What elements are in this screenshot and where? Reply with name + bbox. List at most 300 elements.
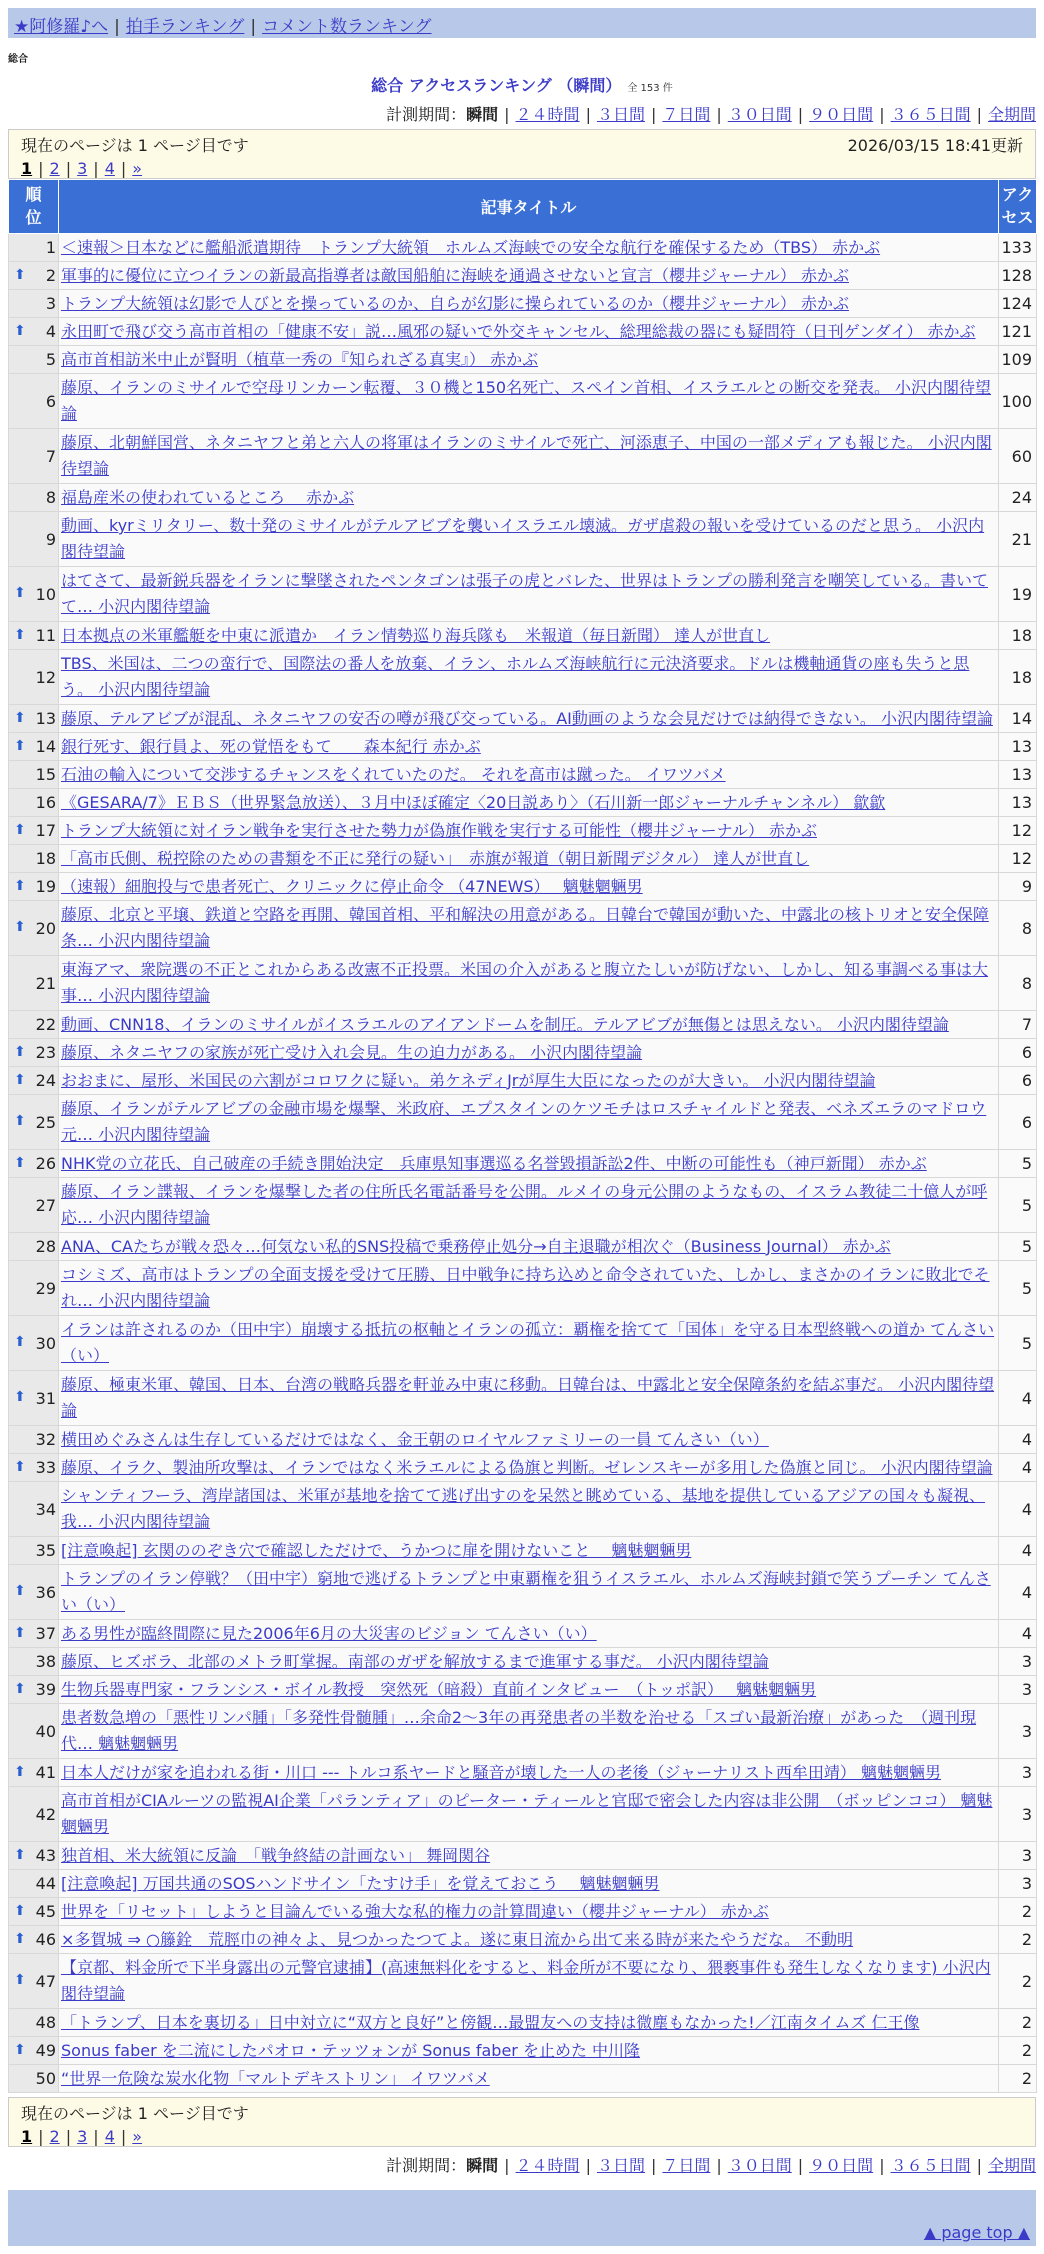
rank-number: 26 (35, 1154, 56, 1173)
access-count: 60 (999, 429, 1037, 484)
access-count: 5 (999, 1178, 1037, 1233)
rank-number: 46 (35, 1930, 56, 1949)
article-link[interactable]: 東海アマ、衆院選の不正とこれからある改憲不正投票。米国の介入があると腹立たしいが防げない、しかし、知る事調べる事は大事… 小沢内閣待望論 (61, 960, 989, 1005)
separator: | (716, 105, 722, 124)
article-link[interactable]: 高市首相訪米中止が賢明（植草一秀の『知られざる真実』） 赤かぶ (61, 349, 539, 369)
article-link[interactable]: 高市首相がCIAルーツの監視AI企業「パランティア」のピーター・ティールと官邸で密会した内容は非公開 （ボッピンココ） 魑魅魍魎男 (61, 1791, 993, 1836)
rank-number: 24 (35, 1071, 56, 1090)
title-cell (59, 1676, 999, 1704)
rank-number: 3 (45, 294, 56, 313)
title-cell (59, 1426, 999, 1454)
up-arrow-icon: ⬆ (14, 1680, 26, 1697)
up-arrow-icon: ⬆ (14, 1583, 26, 1600)
table-row (9, 1787, 1037, 1842)
rank-cell (9, 484, 59, 512)
rank-cell (9, 1537, 59, 1565)
access-count: 13 (999, 789, 1037, 817)
article-link[interactable]: 銀行死す、銀行員よ、死の覚悟をもて 森本紀行 赤かぶ (61, 736, 481, 756)
rank-cell (9, 1565, 59, 1620)
page-title (0, 73, 1044, 96)
title-cell (59, 2065, 999, 2093)
up-arrow-icon: ⬆ (14, 1846, 26, 1863)
rank-cell (9, 567, 59, 622)
period-option-link[interactable]: ３６５日間 (890, 2156, 971, 2175)
rank-number: 21 (35, 973, 56, 993)
table-row (9, 512, 1037, 567)
title-cell (59, 1926, 999, 1954)
rank-cell (9, 789, 59, 817)
rank-cell (9, 429, 59, 484)
page-title-text: 総合 アクセスランキング （瞬間） (371, 76, 622, 95)
period-option-link[interactable]: ３６５日間 (890, 105, 971, 124)
article-link[interactable]: 横田めぐみさんは生存しているだけではなく、金王朝のロイヤルファミリーの一員 てんさい（い） (61, 1429, 769, 1449)
page-top-link[interactable]: ▲ page top ▲ (923, 2223, 1030, 2242)
rank-cell (9, 1898, 59, 1926)
page-link[interactable]: 2 (49, 2127, 60, 2146)
article-link[interactable]: おおまに、屋形、米国民の六割がコロワクに疑い。弟ケネディJrが厚生大臣になったのが大きい。 小沢内閣待望論 (61, 1070, 876, 1090)
table-row (9, 1371, 1037, 1426)
article-link[interactable]: 藤原、ヒズボラ、北部のメトラ町掌握。南部のガザを解放するまで進軍する事だ。 小沢内閣待望論 (61, 1651, 769, 1671)
access-count: 3 (999, 1787, 1037, 1842)
current-page-text: 現在のページは 1 ページ目です (21, 2104, 249, 2123)
table-row (9, 318, 1037, 346)
title-cell (59, 817, 999, 845)
rank-number: 43 (35, 1846, 56, 1865)
title-cell (59, 1316, 999, 1371)
period-option-link[interactable]: ３日間 (596, 105, 645, 124)
rank-header-label: 順位 (25, 185, 42, 227)
article-link[interactable]: 動画、CNN18、イランのミサイルがイスラエルのアイアンドームを制圧。テルアビブが無傷とは思えない。 小沢内閣待望論 (61, 1014, 949, 1034)
access-count: 3 (999, 1648, 1037, 1676)
breadcrumb: 総合 (8, 54, 28, 65)
title-cell (59, 1842, 999, 1870)
rank-number: 38 (35, 1652, 56, 1671)
article-link[interactable]: ×多賀城 ⇒ ○籐銓 荒脛巾の神々よ、見つかったつてよ。遂に東日流から出て来る時が来たやうだな。 不動明 (61, 1929, 854, 1949)
title-header: 記事タイトル (59, 180, 999, 234)
access-count: 2 (999, 2037, 1037, 2065)
up-arrow-icon: ⬆ (14, 585, 26, 602)
next-page-link[interactable]: » (132, 159, 143, 178)
title-cell (59, 512, 999, 567)
rank-cell (9, 1233, 59, 1261)
period-option-link[interactable]: ３０日間 (727, 105, 792, 124)
article-link[interactable]: 日本拠点の米軍艦艇を中東に派遣か イラン情勢巡り海兵隊も 米報道（毎日新聞） 達人が世直し (61, 625, 771, 645)
rank-cell (9, 1787, 59, 1842)
rank-number: 30 (35, 1333, 56, 1353)
article-link[interactable]: “世界一危険な炭水化物「マルトデキストリン」 イワツバメ (61, 2068, 490, 2088)
rank-number: 23 (35, 1043, 56, 1062)
period-option-link[interactable]: ９０日間 (809, 2156, 874, 2175)
up-arrow-icon: ⬆ (14, 2041, 26, 2058)
rank-cell (9, 1842, 59, 1870)
title-cell (59, 1178, 999, 1233)
title-cell (59, 901, 999, 956)
title-cell (59, 1870, 999, 1898)
page-link[interactable]: 4 (104, 159, 115, 178)
table-row (9, 1178, 1037, 1233)
access-count: 121 (999, 318, 1037, 346)
table-row (9, 1011, 1037, 1039)
article-link[interactable]: 石油の輸入について交渉するチャンスをくれていたのだ。 それを高市は蹴った。 イワツバメ (61, 764, 726, 784)
access-count: 18 (999, 650, 1037, 705)
ranking-table (8, 179, 1037, 2093)
footer-bar (8, 2190, 1036, 2220)
access-count: 2 (999, 2009, 1037, 2037)
page-link[interactable]: 3 (77, 159, 88, 178)
rank-cell (9, 512, 59, 567)
title-cell (59, 1482, 999, 1537)
title-cell (59, 1898, 999, 1926)
access-header (999, 180, 1037, 234)
rank-cell (9, 1067, 59, 1095)
separator: | (504, 2156, 510, 2175)
rank-number: 48 (35, 2013, 56, 2032)
table-row (9, 1898, 1037, 1926)
rank-cell (9, 1926, 59, 1954)
separator: | (93, 159, 99, 178)
top-nav-bar (8, 8, 1036, 38)
title-cell (59, 845, 999, 873)
table-row (9, 1039, 1037, 1067)
page-link[interactable]: 2 (49, 159, 60, 178)
rank-cell (9, 318, 59, 346)
up-arrow-icon: ⬆ (14, 626, 26, 643)
article-link[interactable]: ＜速報＞日本などに艦船派遣期待 トランプ大統領 ホルムズ海峡での安全な航行を確保するため（TBS） 赤かぶ (61, 237, 881, 257)
article-link[interactable]: イランは許されるのか（田中宇）崩壊する抵抗の枢軸とイランの孤立：覇権を捨てて「国体」を守る日本型終戦への道か てんさい（い） (61, 1320, 995, 1365)
ranking-body (9, 234, 1037, 2093)
table-row (9, 1537, 1037, 1565)
article-link[interactable]: はてさて、最新鋭兵器をイランに撃墜されたペンタゴンは張子の虎とバレた、世界はトランプの勝利発言を嘲笑している。書いてて… 小沢内閣待望論 (61, 571, 989, 616)
article-link[interactable]: 【京都、料金所で下半身露出の元警官逮捕】(高速無料化をすると、料金所が不要になり、猥褻事件も発生しなくなります) 小沢内閣待望論 (61, 1958, 991, 2003)
article-link[interactable]: 藤原、イランのミサイルで空母リンカーン転覆、３０機と150名死亡、スペイン首相、イスラエルとの断交を発表。 小沢内閣待望論 (61, 378, 992, 423)
table-row (9, 2065, 1037, 2093)
table-row (9, 484, 1037, 512)
period-label: 計測期間： (386, 105, 467, 124)
rank-number: 5 (45, 350, 56, 369)
article-link[interactable]: 藤原、北京と平壌、鉄道と空路を再開、韓国首相、平和解決の用意がある。日韓台で韓国が動いた、中露北の核トリオと安全保障条… 小沢内閣待望論 (61, 905, 989, 950)
period-option-link[interactable]: ７日間 (662, 105, 711, 124)
rank-number: 15 (35, 765, 56, 784)
rank-cell (9, 1648, 59, 1676)
period-option-link[interactable]: ２４時間 (515, 2156, 580, 2175)
article-link[interactable]: [注意喚起] 万国共通のSOSハンドサイン「たすけ手」を覚えておこう 魑魅魍魎男 (61, 1873, 660, 1893)
period-option-link[interactable]: ９０日間 (809, 105, 874, 124)
rank-number: 22 (35, 1015, 56, 1034)
up-arrow-icon: ⬆ (14, 266, 26, 283)
table-row (9, 290, 1037, 318)
table-row (9, 374, 1037, 429)
access-count: 5 (999, 1233, 1037, 1261)
rank-cell (9, 1371, 59, 1426)
title-cell (59, 262, 999, 290)
rank-number: 41 (35, 1763, 56, 1782)
title-cell (59, 290, 999, 318)
access-count: 4 (999, 1371, 1037, 1426)
period-option-link[interactable]: ３０日間 (727, 2156, 792, 2175)
rank-number: 42 (35, 1804, 56, 1824)
rank-number: 40 (35, 1721, 56, 1741)
article-link[interactable]: ANA、CAたちが戦々恐々…何気ない私的SNS投稿で乗務停止処分→自主退職が相次ぐ（Business Journal） 赤かぶ (61, 1236, 891, 1256)
rank-cell (9, 1011, 59, 1039)
access-count: 24 (999, 484, 1037, 512)
access-count: 2 (999, 1954, 1037, 2009)
separator: | (879, 105, 885, 124)
table-row (9, 1316, 1037, 1371)
table-row (9, 1676, 1037, 1704)
separator: | (716, 2156, 722, 2175)
table-row (9, 1954, 1037, 2009)
title-cell (59, 956, 999, 1011)
article-link[interactable]: 永田町で飛び交う高市首相の「健康不安」説…風邪の疑いで外交キャンセル、総理総裁の器にも疑問符（日刊ゲンダイ） 赤かぶ (61, 321, 976, 341)
rank-number: 47 (35, 1971, 56, 1991)
up-arrow-icon: ⬆ (14, 1043, 26, 1060)
access-count: 6 (999, 1039, 1037, 1067)
rank-number: 25 (35, 1112, 56, 1132)
table-row (9, 1620, 1037, 1648)
title-cell (59, 1954, 999, 2009)
home-link[interactable]: ★阿修羅♪へ (14, 17, 109, 37)
separator: | (250, 17, 257, 37)
paging-box-bottom (8, 2097, 1036, 2147)
rank-number: 29 (35, 1278, 56, 1298)
article-link[interactable]: 独首相、米大統領に反論 「戦争終結の計画ない」 舞岡関谷 (61, 1845, 491, 1865)
page-link[interactable]: 4 (104, 2127, 115, 2146)
table-row (9, 1704, 1037, 1759)
rank-number: 11 (35, 626, 56, 645)
article-link[interactable]: 《GESARA/7》ＥＢＳ（世界緊急放送）、３月中ほぼ確定〈20日説あり〉（石川新一郎ジャーナルチャンネル） 歙歙 (61, 792, 886, 812)
rank-cell (9, 1676, 59, 1704)
title-cell (59, 429, 999, 484)
rank-cell (9, 2009, 59, 2037)
rank-cell (9, 1150, 59, 1178)
table-row (9, 873, 1037, 901)
article-link[interactable]: シャンティフーラ、湾岸諸国は、米軍が基地を捨てて逃げ出すのを呆然と眺めている、基地を提供しているアジアの国々も凝視、我… 小沢内閣待望論 (61, 1486, 986, 1531)
rank-number: 8 (45, 488, 56, 507)
article-link[interactable]: 「トランプ、日本を裏切る」日中対立に“双方と良好”と傍観…最盟友への支持は微塵もなかった!／江南タイムズ 仁王像 (61, 2012, 920, 2032)
article-link[interactable]: 軍事的に優位に立つイランの新最高指導者は敵国船舶に海峡を通過させないと宣言（櫻井ジャーナル） 赤かぶ (61, 265, 849, 285)
rank-number: 44 (35, 1874, 56, 1893)
pagination (21, 159, 1023, 178)
rank-cell (9, 622, 59, 650)
article-link[interactable]: 藤原、極東米軍、韓国、日本、台湾の戦略兵器を軒並み中東に移動。日韓台は、中露北と安全保障条約を結ぶ事だ。 小沢内閣待望論 (61, 1375, 995, 1420)
rank-number: 13 (35, 709, 56, 728)
rank-header (9, 180, 59, 234)
rank-cell (9, 817, 59, 845)
title-cell (59, 1648, 999, 1676)
title-cell (59, 1095, 999, 1150)
period-option-link[interactable]: 全期間 (987, 105, 1036, 124)
rank-number: 28 (35, 1237, 56, 1256)
table-row (9, 622, 1037, 650)
article-link[interactable]: トランプのイラン停戦？（田中宇）窮地で逃げるトランプと中東覇権を狙うイスラエル、ホルムズ海峡封鎖で笑うプーチン てんさい（い） (61, 1569, 991, 1614)
up-arrow-icon: ⬆ (14, 1930, 26, 1947)
separator: | (114, 17, 120, 37)
article-link[interactable]: 藤原、イラン諜報、イランを爆撃した者の住所氏名電話番号を公開。ルメイの身元公開のようなもの、イスラム教徒二十億人が呼応… 小沢内閣待望論 (61, 1182, 988, 1227)
table-row (9, 1565, 1037, 1620)
access-count: 100 (999, 374, 1037, 429)
up-arrow-icon: ⬆ (14, 1763, 26, 1780)
up-arrow-icon: ⬆ (14, 919, 26, 936)
separator: | (976, 105, 982, 124)
rank-cell (9, 1426, 59, 1454)
table-row (9, 1067, 1037, 1095)
title-cell (59, 650, 999, 705)
current-page-text: 現在のページは 1 ページ目です (21, 136, 249, 155)
table-row (9, 1095, 1037, 1150)
title-cell (59, 1067, 999, 1095)
article-link[interactable]: 藤原、イランがテルアビブの金融市場を爆撃、米政府、エプスタインのケツモチはロスチャイルドと発表、ベネズエラのマドロウ元… 小沢内閣待望論 (61, 1099, 987, 1144)
period-option-link[interactable]: ２４時間 (515, 105, 580, 124)
article-link[interactable]: 「高市氏側、税控除のための書類を不正に発行の疑い」 赤旗が報道（朝日新聞デジタル） 達人が世直し (61, 848, 810, 868)
title-cell (59, 761, 999, 789)
table-row (9, 1842, 1037, 1870)
access-count: 8 (999, 956, 1037, 1011)
updated-timestamp: 2026/03/15 18:41更新 (847, 136, 1023, 155)
rank-number: 36 (35, 1582, 56, 1602)
access-count: 3 (999, 1870, 1037, 1898)
up-arrow-icon: ⬆ (14, 877, 26, 894)
period-option-link[interactable]: 全期間 (987, 2156, 1036, 2175)
rank-number: 2 (45, 266, 56, 285)
rank-cell (9, 1039, 59, 1067)
page-link[interactable]: 3 (77, 2127, 88, 2146)
paging-box-top (8, 129, 1036, 179)
article-link[interactable]: Sonus faber を二流にしたパオロ・テッツォンが Sonus faber を止めた 中川隆 (61, 2040, 641, 2060)
table-row (9, 1426, 1037, 1454)
rank-number: 19 (35, 877, 56, 896)
article-link[interactable]: 藤原、北朝鮮国営、ネタニヤフと弟と六人の将軍はイランのミサイルで死亡、河添恵子、中国の一部メディアも報じた。 小沢内閣待望論 (61, 433, 992, 478)
separator: | (65, 159, 72, 178)
title-cell (59, 733, 999, 761)
access-count: 128 (999, 262, 1037, 290)
access-count: 4 (999, 1454, 1037, 1482)
access-count: 109 (999, 346, 1037, 374)
access-count: 3 (999, 1704, 1037, 1759)
rank-number: 32 (35, 1430, 56, 1449)
up-arrow-icon: ⬆ (14, 821, 26, 838)
access-count: 19 (999, 567, 1037, 622)
table-row (9, 429, 1037, 484)
table-row (9, 1150, 1037, 1178)
rank-number: 9 (45, 529, 56, 549)
article-link[interactable]: 生物兵器専門家・フランシス・ボイル教授 突然死（暗殺）直前インタビュー （トッポ訳） 魑魅魍魎男 (61, 1679, 817, 1699)
period-option-link[interactable]: ７日間 (662, 2156, 711, 2175)
access-count: 6 (999, 1095, 1037, 1150)
separator: | (650, 105, 657, 124)
article-link[interactable]: 世界を「リセット」しようと目論んでいる強大な私的権力の計算間違い（櫻井ジャーナル） 赤かぶ (61, 1901, 769, 1921)
title-cell (59, 567, 999, 622)
applause-ranking-link[interactable]: 拍手ランキング (125, 17, 245, 37)
rank-cell (9, 1095, 59, 1150)
title-cell (59, 374, 999, 429)
title-cell (59, 1371, 999, 1426)
access-count: 4 (999, 1537, 1037, 1565)
access-count: 14 (999, 705, 1037, 733)
rank-number: 31 (35, 1388, 56, 1408)
access-count: 2 (999, 1926, 1037, 1954)
rank-number: 39 (35, 1680, 56, 1699)
period-option-link[interactable]: ３日間 (596, 2156, 645, 2175)
article-link[interactable]: 藤原、ネタニヤフの家族が死亡受け入れ会見。生の迫力がある。 小沢内閣待望論 (61, 1042, 643, 1062)
article-link[interactable]: 患者数急増の「悪性リンパ腫」「多発性骨髄腫」…余命2～3年の再発患者の半数を治せる「スゴい最新治療」があった （週刊現代… 魑魅魍魎男 (61, 1708, 977, 1753)
table-row (9, 346, 1037, 374)
title-cell (59, 1150, 999, 1178)
up-arrow-icon: ⬆ (14, 1071, 26, 1088)
article-link[interactable]: トランプ大統領に対イラン戦争を実行させた勢力が偽旗作戦を実行する可能性（櫻井ジャーナル） 赤かぶ (61, 820, 817, 840)
paging-status-row (21, 2101, 1023, 2124)
rank-number: 20 (35, 918, 56, 938)
rank-cell (9, 1316, 59, 1371)
access-count: 4 (999, 1482, 1037, 1537)
article-link[interactable]: トランプ大統領は幻影で人びとを操っているのか、自らが幻影に操られているのか（櫻井ジャーナル） 赤かぶ (61, 293, 849, 313)
article-link[interactable]: ある男性が臨終間際に見た2006年6月の大災害のビジョン てんさい（い） (61, 1623, 597, 1643)
separator: | (120, 159, 127, 178)
access-count: 7 (999, 1011, 1037, 1039)
rank-number: 14 (35, 737, 56, 756)
article-link[interactable]: 日本人だけが家を追われる街・川口 --- トルコ系ヤードと騒音が壊した一人の老後（ジャーナリスト西牟田靖） 魑魅魍魎男 (61, 1762, 941, 1782)
rank-cell (9, 956, 59, 1011)
rank-number: 7 (45, 446, 56, 466)
article-link[interactable]: 福島産米の使われているところ 赤かぶ (61, 487, 355, 507)
title-cell (59, 346, 999, 374)
table-row (9, 262, 1037, 290)
next-page-link[interactable]: » (132, 2127, 143, 2146)
table-row (9, 901, 1037, 956)
article-link[interactable]: TBS、米国は、二つの蛮行で、国際法の番人を放棄、イラン、ホルムズ海峡航行に元決済要求。ドルは機軸通貨の座も失うと思う。 小沢内閣待望論 (61, 654, 970, 699)
article-link[interactable]: 動画、kyrミリタリー、数十発のミサイルがテルアビブを襲いイスラエル壊滅。ガザ虐殺の報いを受けているのだと思う。 小沢内閣待望論 (61, 516, 985, 561)
table-row (9, 1759, 1037, 1787)
access-count: 8 (999, 901, 1037, 956)
rank-cell (9, 1704, 59, 1759)
up-arrow-icon: ⬆ (14, 1113, 26, 1130)
access-count: 5 (999, 1316, 1037, 1371)
rank-cell (9, 262, 59, 290)
title-cell (59, 1039, 999, 1067)
table-row (9, 567, 1037, 622)
title-cell (59, 1787, 999, 1842)
table-row (9, 1648, 1037, 1676)
rank-cell (9, 374, 59, 429)
title-cell (59, 1620, 999, 1648)
article-link[interactable]: 藤原、イラク、製油所攻撃は、イランではなく米ラエルによる偽旗と判断。ゼレンスキーが多用した偽旗と同じ。 小沢内閣待望論 (61, 1457, 993, 1477)
article-link[interactable]: [注意喚起] 玄関ののぞき穴で確認しただけで、うかつに扉を開けないこと 魑魅魍魎男 (61, 1540, 692, 1560)
access-count: 5 (999, 1150, 1037, 1178)
rank-cell (9, 346, 59, 374)
title-cell (59, 1759, 999, 1787)
article-link[interactable]: 藤原、テルアビブが混乱、ネタニヤフの安否の噂が飛び交っている。AI動画のような会見だけでは納得できない。 小沢内閣待望論 (61, 708, 993, 728)
access-count: 2 (999, 2065, 1037, 2093)
article-link[interactable]: コシミズ、高市はトランプの全面支援を受けて圧勝、日中戦争に持ち込めと命令されていた、しかし、まさかのイランに敗北でそれ… 小沢内閣待望論 (61, 1265, 990, 1310)
period-selector-top (0, 102, 1036, 125)
title-cell (59, 2009, 999, 2037)
table-row (9, 2009, 1037, 2037)
access-count: 5 (999, 1261, 1037, 1316)
rank-number: 49 (35, 2041, 56, 2060)
rank-number: 12 (35, 667, 56, 687)
up-arrow-icon: ⬆ (14, 737, 26, 754)
separator: | (976, 2156, 982, 2175)
title-cell (59, 622, 999, 650)
comment-ranking-link[interactable]: コメント数ランキング (262, 17, 432, 37)
table-row (9, 1870, 1037, 1898)
article-link[interactable]: （速報）細胞投与で患者死亡、クリニックに停止命令 （47NEWS） 魑魅魍魎男 (61, 876, 643, 896)
up-arrow-icon: ⬆ (14, 1154, 26, 1171)
rank-cell (9, 2065, 59, 2093)
article-link[interactable]: NHK党の立花氏、自己破産の手続き開始決定 兵庫県知事選巡る名誉毀損訴訟2件、中断の可能性も（神戸新聞） 赤かぶ (61, 1153, 927, 1173)
separator: | (879, 2156, 885, 2175)
title-cell (59, 2037, 999, 2065)
up-arrow-icon: ⬆ (14, 1334, 26, 1351)
